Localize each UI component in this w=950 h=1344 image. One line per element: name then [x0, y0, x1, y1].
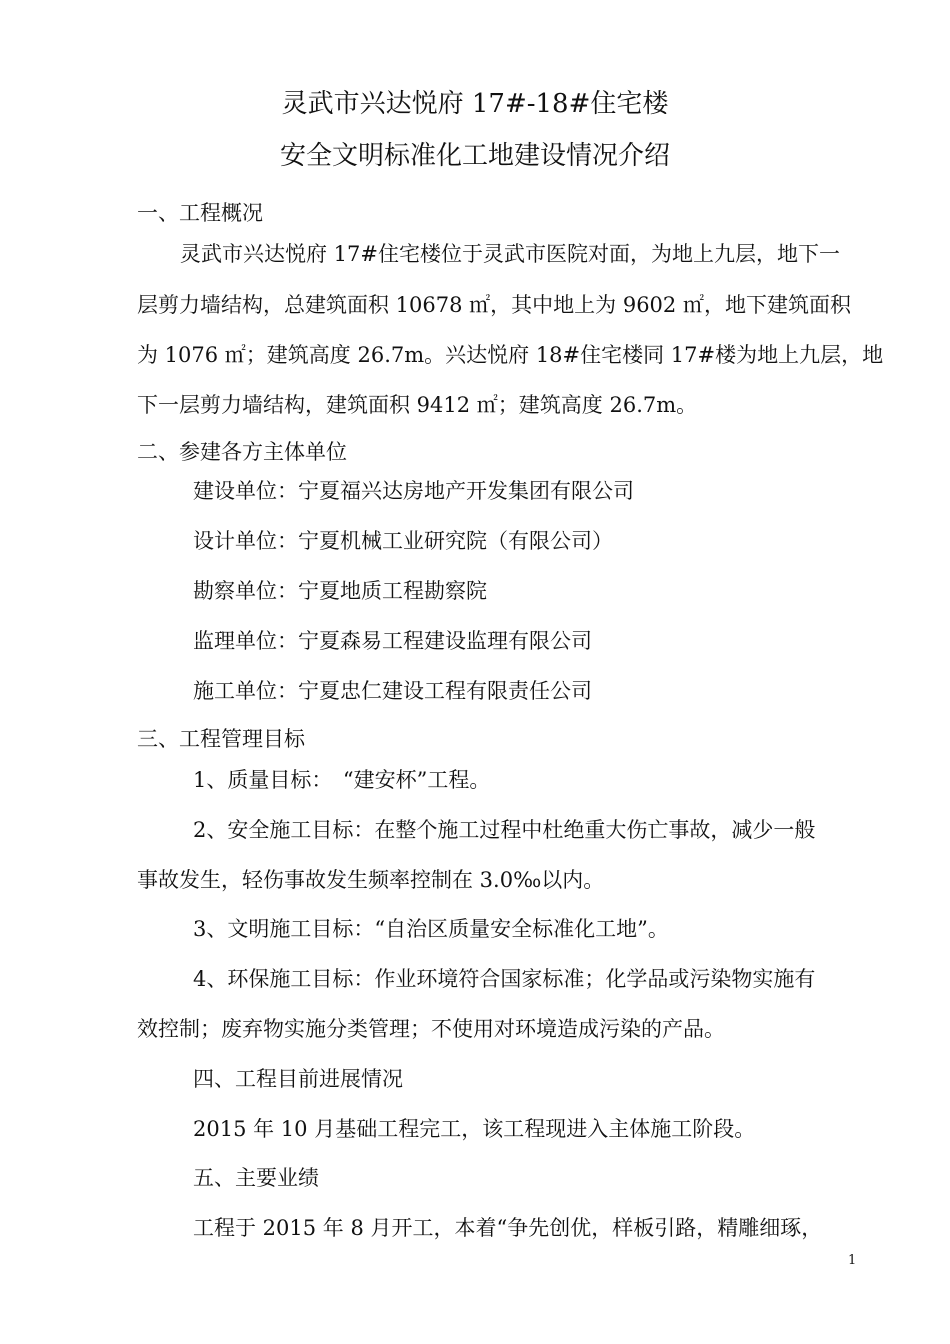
- page-number: 1: [848, 1253, 857, 1268]
- title-line-1: 灵武市兴达悦府 17#-18#住宅楼: [281, 89, 669, 119]
- goal-environment-line-2: 效控制；废弃物实施分类管理；不使用对环境造成污染的产品。: [137, 1017, 725, 1041]
- goal-environment-line-1: 4、环保施工目标：作业环境符合国家标准；化学品或污染物实施有: [193, 967, 816, 991]
- goal-safety-line-1: 2、安全施工目标：在整个施工过程中杜绝重大伤亡事故，减少一般: [193, 818, 816, 842]
- unit-survey: 勘察单位：宁夏地质工程勘察院: [193, 579, 487, 603]
- section2-heading: 二、参建各方主体单位: [137, 440, 347, 464]
- section1-line-1: 灵武市兴达悦府 17#住宅楼位于灵武市医院对面，为地上九层，地下一: [180, 242, 840, 266]
- section1-line-4: 下一层剪力墙结构，建筑面积 9412 ㎡；建筑高度 26.7m。: [137, 393, 698, 417]
- unit-construction: 建设单位：宁夏福兴达房地产开发集团有限公司: [193, 479, 634, 503]
- unit-contractor: 施工单位：宁夏忠仁建设工程有限责任公司: [193, 679, 592, 703]
- section5-heading: 五、主要业绩: [193, 1166, 319, 1190]
- goal-civilized: 3、文明施工目标：“自治区质量安全标准化工地”。: [193, 917, 669, 941]
- section1-line-3: 为 1076 ㎡；建筑高度 26.7m。兴达悦府 18#住宅楼同 17#楼为地上九层，地: [137, 343, 884, 367]
- section4-heading: 四、工程目前进展情况: [193, 1067, 403, 1091]
- section1-line-2: 层剪力墙结构，总建筑面积 10678 ㎡，其中地上为 9602 ㎡，地下建筑面积: [137, 293, 851, 317]
- unit-supervision: 监理单位：宁夏森易工程建设监理有限公司: [193, 629, 592, 653]
- unit-design: 设计单位：宁夏机械工业研究院（有限公司）: [193, 529, 613, 553]
- title-line-2: 安全文明标准化工地建设情况介绍: [279, 141, 670, 171]
- section3-heading: 三、工程管理目标: [137, 727, 305, 751]
- goal-quality: 1、质量目标： “建安杯”工程。: [193, 768, 491, 792]
- achievement-line-1: 工程于 2015 年 8 月开工，本着“争先创优，样板引路，精雕细琢，: [193, 1216, 823, 1240]
- goal-safety-line-2: 事故发生，轻伤事故发生频率控制在 3.0‰以内。: [137, 868, 605, 892]
- section1-heading: 一、工程概况: [137, 201, 263, 225]
- progress-line-1: 2015 年 10 月基础工程完工，该工程现进入主体施工阶段。: [193, 1117, 756, 1141]
